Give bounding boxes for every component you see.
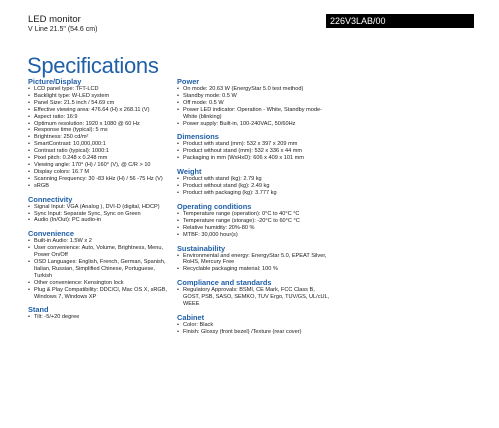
spec-item: • Effective viewing area: 476.64 (H) x 268.11 (V) [28, 107, 170, 114]
section-compliance-and-standards [177, 278, 332, 308]
spec-list [28, 204, 170, 225]
section-title: Compliance and standards [177, 278, 272, 288]
left-column [28, 77, 170, 326]
spec-item: • Power LED indicator: Operation - White, Standby mode- White (blinking) [177, 107, 332, 121]
spec-item: • Built-in Audio: 1.5W x 2 [28, 238, 170, 245]
spec-item: • Backlight type: W-LED system [28, 93, 170, 100]
spec-list [177, 322, 332, 336]
spec-item: • Temperature range (operation): 0°C to 40°C °C [177, 211, 332, 218]
spec-item: • Off mode: 0.5 W [177, 100, 332, 107]
product-type: LED monitor [28, 14, 81, 25]
spec-item: • Environmental and energy: EnergyStar 5.0, EPEAT Silver, RoHS, Mercury Free [177, 253, 332, 267]
spec-item: • Temperature range (storage): -20°C to 60°C °C [177, 218, 332, 225]
spec-item: • Display colors: 16.7 M [28, 169, 170, 176]
section-title: Power [177, 77, 200, 86]
model-badge: 226V3LAB/00 [326, 14, 474, 28]
spec-list [177, 287, 332, 308]
spec-item: • Other convenience: Kensington lock [28, 280, 170, 287]
spec-item: • Packaging in mm (WxHxD): 606 x 409 x 101 mm [177, 155, 332, 162]
spec-item: • Finish: Glossy (front bezel) /Texture (rear cover) [177, 329, 332, 336]
spec-item: • Recyclable packaging material: 100 % [177, 266, 332, 273]
spec-item: • Color: Black [177, 322, 332, 329]
section-cabinet [177, 313, 332, 336]
spec-list [177, 141, 332, 162]
spec-item: • Response time (typical): 5 ms [28, 127, 170, 134]
section-picture-display [28, 77, 170, 190]
section-title: Cabinet [177, 312, 205, 322]
spec-item: • Plug & Play Compatibility: DDC/CI, Mac OS X, sRGB, Windows 7, Windows XP [28, 287, 170, 301]
section-power [177, 77, 332, 127]
spec-item: • LCD panel type: TFT-LCD [28, 86, 170, 93]
spec-item: • User convenience: Auto, Volume, Brightness, Menu, Power On/Off [28, 245, 170, 259]
section-operating-conditions [177, 202, 332, 239]
spec-item: • Standby mode: 0.5 W [177, 93, 332, 100]
section-title: Connectivity [28, 194, 73, 204]
section-title: Sustainability [177, 243, 226, 253]
spec-item: • Aspect ratio: 16:9 [28, 114, 170, 121]
section-title: Convenience [28, 229, 75, 239]
spec-item: • Brightness: 250 cd/m² [28, 134, 170, 141]
spec-item: • Power supply: Built-in, 100-240VAC, 50/60Hz [177, 121, 332, 128]
spec-item: • Optimum resolution: 1920 x 1080 @ 60 Hz [28, 121, 170, 128]
spec-list [177, 176, 332, 197]
section-title: Operating conditions [177, 201, 252, 211]
spec-list [177, 211, 332, 239]
spec-item: • Contrast ratio (typical): 1000:1 [28, 148, 170, 155]
spec-item: • Product without stand (mm): 532 x 336 x 44 mm [177, 148, 332, 155]
spec-item: • Product with packaging (kg): 3.777 kg [177, 190, 332, 197]
spec-item: • Relative humidity: 20%-80 % [177, 225, 332, 232]
spec-item: • Scanning Frequency: 30 -83 kHz (H) / 56 -75 Hz (V) [28, 176, 170, 183]
product-subtitle: V Line 21.5" (54.6 cm) [28, 26, 98, 33]
right-column [177, 77, 332, 341]
spec-item: • Viewing angle: 170° (H) / 160° (V), @ C/R > 10 [28, 162, 170, 169]
spec-item: • Product without stand (kg): 2.49 kg [177, 183, 332, 190]
section-stand [28, 305, 170, 321]
spec-item: • Tilt: -5/+20 degree [28, 314, 170, 321]
spec-item: • SmartContrast: 10,000,000:1 [28, 141, 170, 148]
spec-item: • On mode: 20.63 W (EnergyStar 5.0 test method) [177, 86, 332, 93]
section-connectivity [28, 195, 170, 225]
spec-list [177, 86, 332, 127]
section-weight [177, 167, 332, 197]
spec-item: • OSD Languages: English, French, German, Spanish, Italian, Russian, Simplified Chinese, Portuguese, Turkish [28, 259, 170, 280]
spec-item: • Pixel pitch: 0.248 x 0.248 mm [28, 155, 170, 162]
spec-item: • MTBF: 30,000 hour(s) [177, 232, 332, 239]
spec-list [177, 253, 332, 274]
spec-list [28, 238, 170, 300]
section-title: Weight [177, 167, 202, 177]
spec-item: • Product with stand (mm): 532 x 397 x 209 mm [177, 141, 332, 148]
section-sustainability [177, 244, 332, 274]
spec-list [28, 86, 170, 190]
spec-item: • Signal Input: VGA (Analog ), DVI-D (digital, HDCP) [28, 204, 170, 211]
spec-item: • sRGB [28, 183, 170, 190]
spec-item: • Product with stand (kg): 2.79 kg [177, 176, 332, 183]
spec-item: • Panel Size: 21.5 inch / 54.69 cm [28, 100, 170, 107]
section-title: Dimensions [177, 132, 219, 142]
spec-item: • Audio (In/Out): PC audio-in [28, 217, 170, 224]
page-title: Specifications [27, 52, 159, 78]
section-convenience [28, 229, 170, 300]
section-dimensions [177, 132, 332, 162]
section-title: Stand [28, 305, 49, 315]
section-title: Picture/Display [28, 77, 82, 86]
spec-item: • Regulatory Approvals: BSMI, CE Mark, FCC Class B, GOST, PSB, SASO, SEMKO, TUV Ergo, TUV/GS, UL/cUL, WEEE [177, 287, 332, 308]
spec-list [28, 314, 170, 321]
spec-item: • Sync Input: Separate Sync, Sync on Green [28, 211, 170, 218]
